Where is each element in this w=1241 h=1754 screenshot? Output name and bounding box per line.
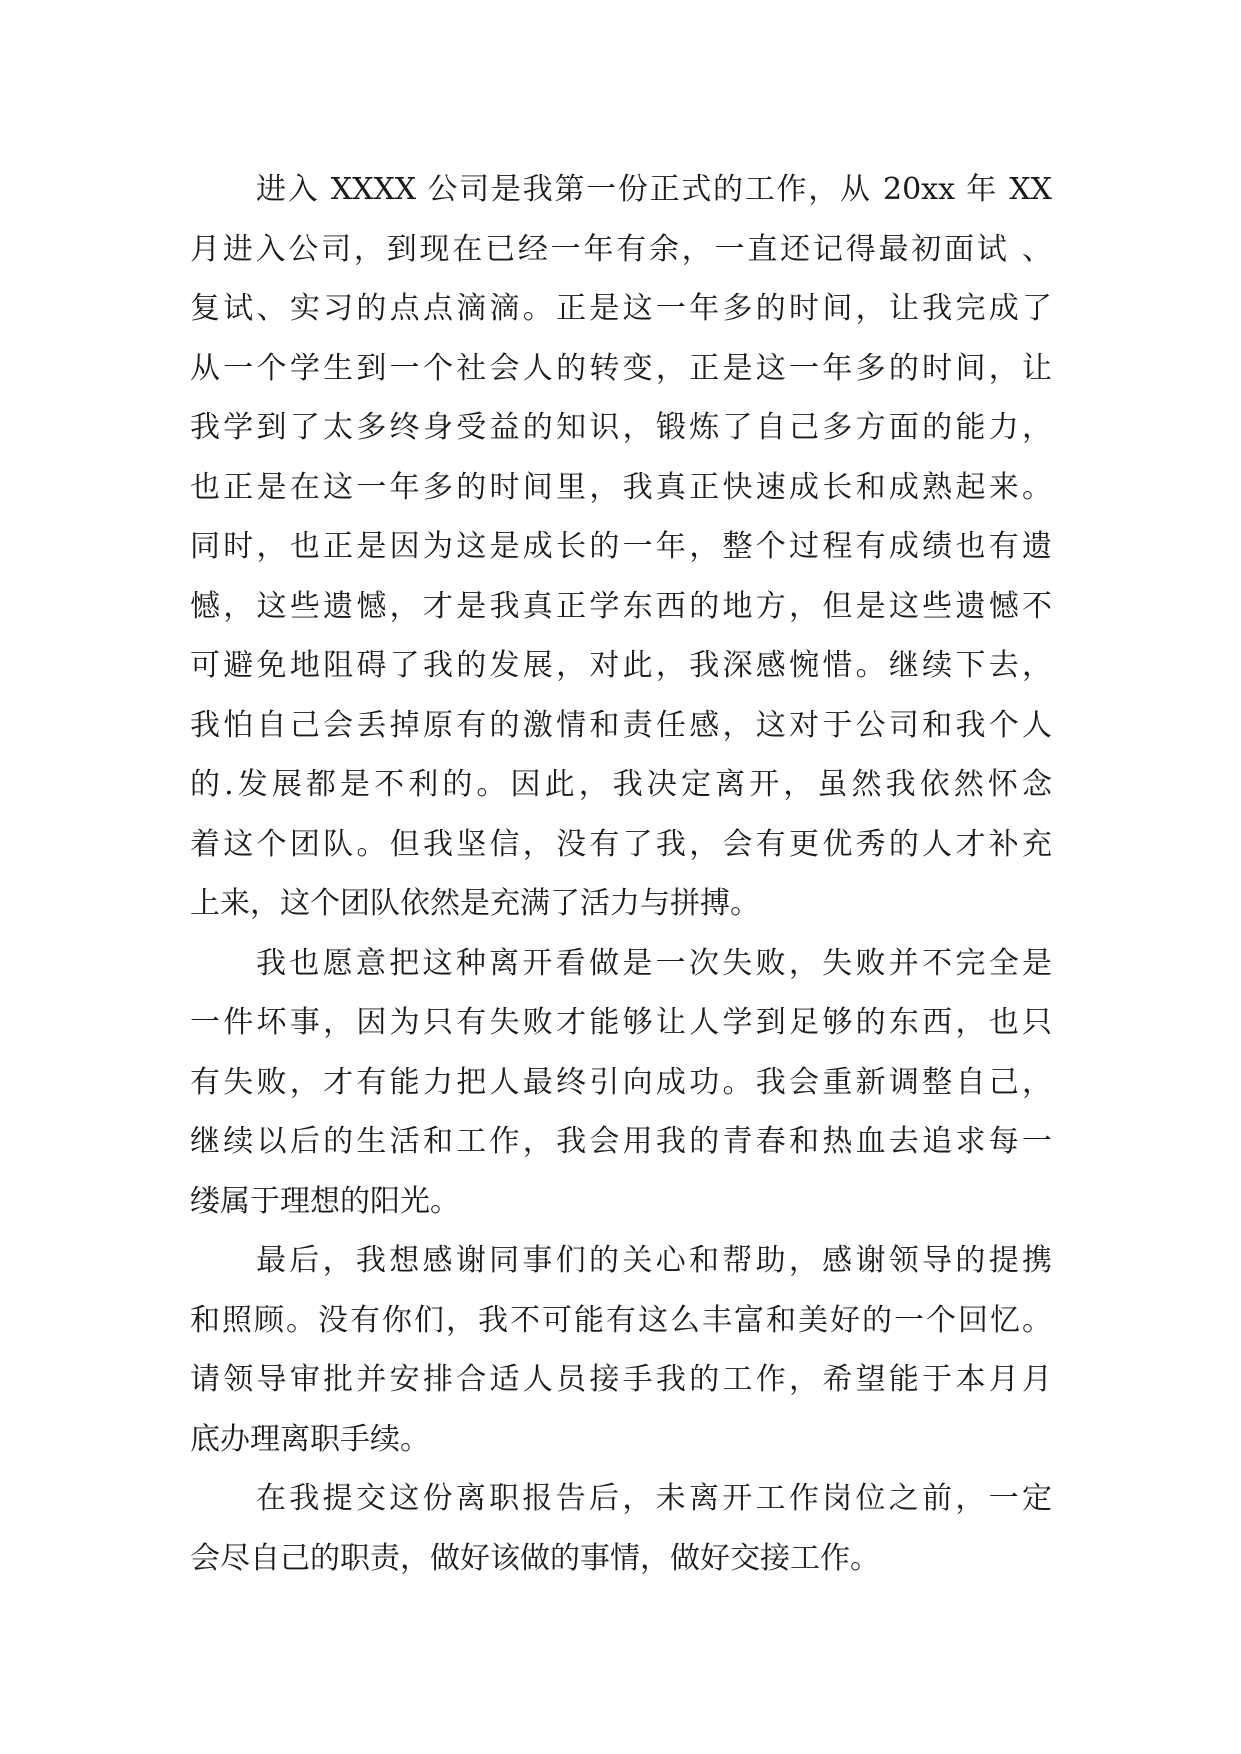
text-line: 的.发展都是不利的。因此，我决定离开，虽然我依然怀念 xyxy=(190,767,1052,802)
text-line: 有失败，才有能力把人最终引向成功。我会重新调整自己， xyxy=(190,1064,1052,1100)
text-line: 一件坏事，因为只有失败才能够让人学到足够的东西，也只 xyxy=(190,1005,1052,1040)
text-line: 会尽自己的职责，做好该做的事情，做好交接工作。 xyxy=(190,1540,880,1576)
text-line: 复试、实习的点点滴滴。正是这一年多的时间，让我完成了 xyxy=(190,291,1052,326)
text-line: 进入 XXXX 公司是我第一份正式的工作，从 20xx 年 XX xyxy=(256,172,1052,207)
text-line: 也正是在这一年多的时间里，我真正快速成长和成熟起来。 xyxy=(190,469,1052,505)
text-line: 我学到了太多终身受益的知识，锻炼了自己多方面的能力， xyxy=(190,410,1052,445)
text-line: 最后，我想感谢同事们的关心和帮助，感谢领导的提携 xyxy=(256,1243,1052,1278)
text-line: 可避免地阻碍了我的发展，对此，我深感惋惜。继续下去， xyxy=(190,648,1052,683)
letter-body xyxy=(190,160,1052,1588)
text-line: 月进入公司，到现在已经一年有余，一直还记得最初面试 、 xyxy=(190,231,1052,267)
text-line: 上来，这个团队依然是充满了活力与拼搏。 xyxy=(190,886,760,921)
text-line: 着这个团队。但我坚信，没有了我，会有更优秀的人才补充 xyxy=(190,826,1052,862)
text-line: 缕属于理想的阳光。 xyxy=(190,1183,460,1219)
paragraph-3 xyxy=(190,1231,1052,1469)
paragraph-2 xyxy=(190,934,1052,1232)
text-line: 从一个学生到一个社会人的转变，正是这一年多的时间，让 xyxy=(190,350,1052,386)
text-line: 和照顾。没有你们，我不可能有这么丰富和美好的一个回忆。 xyxy=(190,1302,1052,1338)
text-line: 在我提交这份离职报告后，未离开工作岗位之前，一定 xyxy=(256,1481,1052,1516)
paragraph-1 xyxy=(190,160,1052,934)
text-line: 我怕自己会丢掉原有的激情和责任感，这对于公司和我个人 xyxy=(190,707,1052,743)
text-line: 我也愿意把这种离开看做是一次失败，失败并不完全是 xyxy=(256,945,1052,981)
text-line: 同时，也正是因为这是成长的一年，整个过程有成绩也有遗 xyxy=(190,529,1052,564)
paragraph-4 xyxy=(190,1469,1052,1588)
text-line: 请领导审批并安排合适人员接手我的工作，希望能于本月月 xyxy=(190,1362,1052,1397)
text-line: 继续以后的生活和工作，我会用我的青春和热血去追求每一 xyxy=(190,1124,1052,1159)
text-line: 底办理离职手续。 xyxy=(190,1421,430,1457)
text-line: 憾，这些遗憾，才是我真正学东西的地方，但是这些遗憾不 xyxy=(190,588,1052,624)
